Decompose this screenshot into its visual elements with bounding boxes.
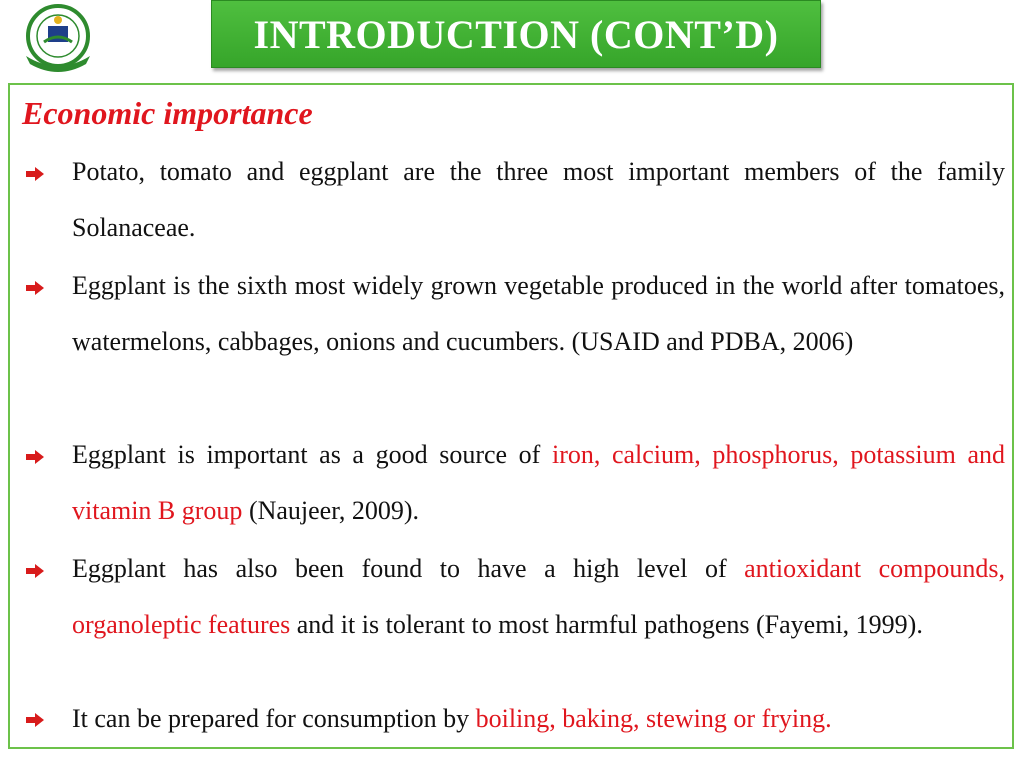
bullet-text: Eggplant is important as a good source of iron, calcium, phosphorus, potassium and vitamin B group (Naujeer, 2009).: [72, 440, 1005, 525]
arrow-bullet-icon: [25, 280, 45, 296]
bullet-text: Eggplant is the sixth most widely grown vegetable produced in the world after tomatoes, watermelons, cabbages, onions and cucumbers. (USAID and PDBA, 2006): [72, 271, 1005, 356]
arrow-bullet-icon: [25, 166, 45, 182]
highlight-text: antioxidant compounds, organoleptic features: [72, 554, 1006, 639]
arrow-bullet-icon: [25, 563, 45, 579]
arrow-bullet-icon: [25, 449, 45, 465]
slide-title-banner: [211, 0, 821, 68]
highlight-text: boiling, baking, stewing or frying.: [475, 704, 832, 733]
section-heading: Economic importance: [22, 95, 313, 131]
bullet-text: Eggplant has also been found to have a high level of antioxidant compounds, organoleptic features and it is tolerant to most harmful pathogens (Fayemi, 1999).: [72, 554, 1006, 639]
bullet-text: Potato, tomato and eggplant are the three most important members of the family Solanaceae.: [72, 157, 1005, 242]
university-logo: [12, 2, 104, 74]
content-panel: [8, 83, 1014, 749]
slide-title: INTRODUCTION (CONT’D): [253, 11, 779, 57]
highlight-text: iron, calcium, phosphorus, potassium and vitamin B group: [72, 440, 1005, 525]
arrow-bullet-icon: [25, 712, 45, 728]
bullet-text: It can be prepared for consumption by boiling, baking, stewing or frying.: [72, 704, 832, 733]
